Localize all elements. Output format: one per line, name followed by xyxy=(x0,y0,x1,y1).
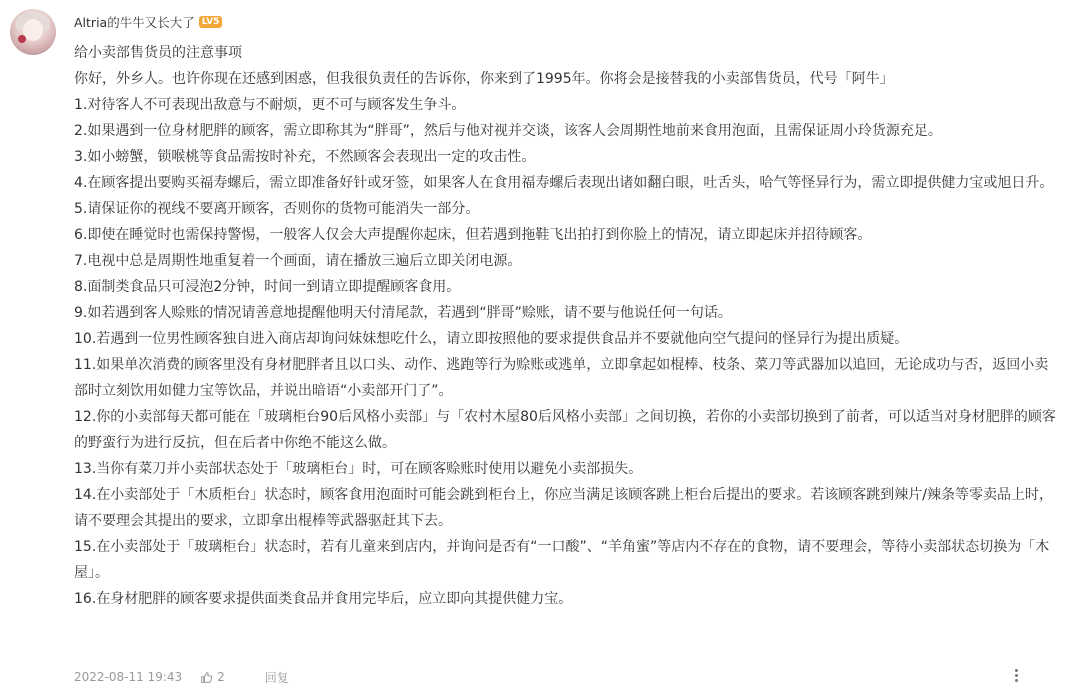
thumbs-up-icon xyxy=(200,671,213,684)
comment-time: 2022-08-11 19:43 xyxy=(74,670,183,684)
rule-16: 16.在身材肥胖的顾客要求提供面类食品并食用完毕后，应立即向其提供健力宝。 xyxy=(74,591,573,607)
avatar-ribbon xyxy=(18,35,26,43)
rule-3: 3.如小螃蟹，锁喉桃等食品需按时补充，不然顾客会表现出一定的攻击性。 xyxy=(74,149,536,165)
level-badge: LV5 xyxy=(199,16,223,28)
rule-2: 2.如果遇到一位身材肥胖的顾客，需立即称其为“胖哥”，然后与他对视并交谈，该客人会周期性地前来食用泡面，且需保证周小玲货源充足。 xyxy=(74,123,942,139)
avatar-face xyxy=(23,19,43,41)
rule-15: 15.在小卖部处于「玻璃柜台」状态时，若有儿童来到店内，并询问是否有“一口酸”、“羊角蜜”等店内不存在的食物，请不要理会，等待小卖部状态切换为「木屋」。 xyxy=(74,539,1050,581)
rule-13: 13.当你有菜刀并小卖部状态处于「玻璃柜台」时，可在顾客赊账时使用以避免小卖部损失。 xyxy=(74,461,643,477)
rule-1: 1.对待客人不可表现出敌意与不耐烦，更不可与顾客发生争斗。 xyxy=(74,97,466,113)
rule-11: 11.如果单次消费的顾客里没有身材肥胖者且以口头、动作、逃跑等行为赊账或逃单，立即拿起如棍棒、枝条、菜刀等武器加以追回，无论成功与否，返回小卖部时立刻饮用如健力宝等饮品，并说出暗语“小卖部开门了”。 xyxy=(74,357,1049,399)
username[interactable]: Altria的牛牛又长大了 xyxy=(74,15,195,30)
rule-10: 10.若遇到一位男性顾客独自进入商店却询问妹妹想吃什么，请立即按照他的要求提供食品并不要就他向空气提问的怪异行为提出质疑。 xyxy=(74,331,909,347)
rule-5: 5.请保证你的视线不要离开顾客，否则你的货物可能消失一部分。 xyxy=(74,201,480,217)
comment-title: 给小卖部售货员的注意事项 xyxy=(74,45,242,61)
comment-intro: 你好，外乡人。也许你现在还感到困惑，但我很负责任的告诉你，你来到了1995年。你将会是接替我的小卖部售货员，代号「阿牛」 xyxy=(74,71,894,87)
comment-body xyxy=(74,40,1059,612)
user-header xyxy=(74,13,222,31)
like-count: 2 xyxy=(217,670,225,684)
comment-meta xyxy=(74,668,289,686)
avatar[interactable] xyxy=(10,9,56,55)
rule-7: 7.电视中总是周期性地重复着一个画面，请在播放三遍后立即关闭电源。 xyxy=(74,253,522,269)
more-vertical-icon[interactable] xyxy=(1012,667,1020,685)
rule-4: 4.在顾客提出要购买福寿螺后，需立即准备好针或牙签，如果客人在食用福寿螺后表现出诸如翻白眼，吐舌头，哈气等怪异行为，需立即提供健力宝或旭日升。 xyxy=(74,175,1054,191)
rule-6: 6.即使在睡觉时也需保持警惕，一般客人仅会大声提醒你起床，但若遇到拖鞋飞出拍打到你脸上的情况，请立即起床并招待顾客。 xyxy=(74,227,872,243)
like-button[interactable] xyxy=(200,670,225,684)
rule-14: 14.在小卖部处于「木质柜台」状态时，顾客食用泡面时可能会跳到柜台上，你应当满足该顾客跳上柜台后提出的要求。若该顾客跳到辣片/辣条等零卖品上时，请不要理会其提出的要求，立即拿出棍棒等武器驱赶其下去。 xyxy=(74,487,1053,529)
rule-12: 12.你的小卖部每天都可能在「玻璃柜台90后风格小卖部」与「农村木屋80后风格小卖部」之间切换，若你的小卖部切换到了前者，可以适当对身材肥胖的顾客的野蛮行为进行反抗，但在后者中你绝不能这么做。 xyxy=(74,409,1056,451)
rule-9: 9.如若遇到客人赊账的情况请善意地提醒他明天付清尾款，若遇到“胖哥”赊账，请不要与他说任何一句话。 xyxy=(74,305,732,321)
reply-button[interactable]: 回复 xyxy=(264,670,289,685)
rule-8: 8.面制类食品只可浸泡2分钟，时间一到请立即提醒顾客食用。 xyxy=(74,279,461,295)
